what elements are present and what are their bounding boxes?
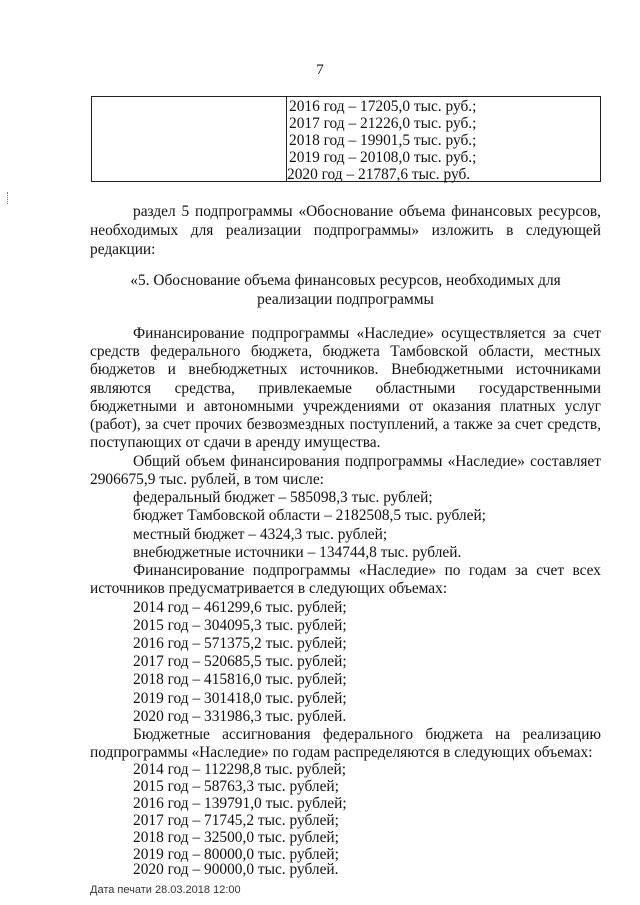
list-item: 2017 год – 520685,5 тыс. рублей; [133, 653, 347, 670]
list-item: 2019 год – 301418,0 тыс. рублей; [133, 690, 347, 707]
paragraph-line: (работ), за счет прочих безвозмездных поступлений, а также за счет средств, [90, 416, 601, 433]
print-date-footer: Дата печати 28.03.2018 12:00 [90, 884, 241, 896]
list-item: 2015 год – 304095,3 тыс. рублей; [133, 617, 347, 634]
list-item: внебюджетные источники – 134744,8 тыс. рублей. [133, 544, 462, 561]
list-item: 2020 год – 90000,0 тыс. рублей. [133, 861, 339, 878]
list-item: федеральный бюджет – 585098,3 тыс. рублей; [133, 489, 433, 506]
list-item: бюджет Тамбовской области – 2182508,5 тыс. рублей; [133, 507, 486, 524]
paragraph-line: бюджетными и автономными учреждениями от оказания платных услуг [90, 398, 601, 415]
list-item: 2018 год – 32500,0 тыс. рублей; [133, 829, 339, 846]
paragraph-line: средств федерального бюджета, бюджета Тамбовской области, местных [90, 343, 601, 360]
table-row: 2018 год – 19901,5 тыс. руб.; [289, 132, 477, 149]
table-cell-values [289, 98, 476, 183]
table-row: 2020 год – 21787,6 тыс. руб. [287, 166, 471, 183]
paragraph-line: Общий объем финансирования подпрограммы «Наследие» составляет [133, 453, 601, 470]
paragraph-line: 2906675,9 тыс. рублей, в том числе: [90, 471, 324, 488]
list-item: 2016 год – 571375,2 тыс. рублей; [133, 635, 347, 652]
paragraph-line: источников предусматривается в следующих объемах: [90, 580, 448, 597]
paragraph-line: бюджетов и внебюджетных источников. Внебюджетными источниками [90, 361, 601, 378]
page-number: 7 [316, 62, 324, 78]
paragraph-line: Бюджетные ассигнования федерального бюджета на реализацию [133, 726, 601, 743]
paragraph-line: являются средства, привлекаемые областными государственными [90, 380, 601, 397]
section-heading: реализации подпрограммы [257, 291, 434, 308]
list-item: 2017 год – 71745,2 тыс. рублей; [133, 812, 339, 829]
margin-mark [7, 192, 9, 204]
list-item: 2019 год – 80000,0 тыс. рублей; [133, 846, 339, 863]
list-item: 2015 год – 58763,3 тыс. рублей; [133, 778, 339, 795]
section-heading: «5. Обоснование объема финансовых ресурсов, необходимых для [130, 272, 561, 289]
list-item: местный бюджет – 4324,3 тыс. рублей; [133, 526, 388, 543]
table-row: 2016 год – 17205,0 тыс. руб.; [289, 98, 477, 115]
table-row: 2017 год – 21226,0 тыс. руб.; [289, 115, 477, 132]
list-item: 2018 год – 415816,0 тыс. рублей; [133, 671, 347, 688]
paragraph-line: Финансирование подпрограммы «Наследие» по годам за счет всех [133, 562, 601, 579]
paragraph-line: поступающих от сдачи в аренду имущества. [90, 434, 381, 451]
list-item: 2020 год – 331986,3 тыс. рублей. [133, 708, 347, 725]
list-item: 2014 год – 112298,8 тыс. рублей; [133, 761, 347, 778]
funding-table [91, 96, 601, 182]
paragraph-line: подпрограммы «Наследие» по годам распределяются в следующих объемах: [90, 744, 593, 761]
list-item: 2014 год – 461299,6 тыс. рублей; [133, 599, 347, 616]
list-item: 2016 год – 139791,0 тыс. рублей; [133, 795, 347, 812]
intro-line: раздел 5 подпрограммы «Обоснование объема финансовых ресурсов, [133, 203, 601, 220]
table-row: 2019 год – 20108,0 тыс. руб.; [289, 149, 477, 166]
paragraph-line: Финансирование подпрограммы «Наследие» осуществляется за счет [133, 325, 601, 342]
intro-line: необходимых для реализации подпрограммы» изложить в следующей [90, 222, 601, 239]
intro-line: редакции: [90, 241, 156, 258]
